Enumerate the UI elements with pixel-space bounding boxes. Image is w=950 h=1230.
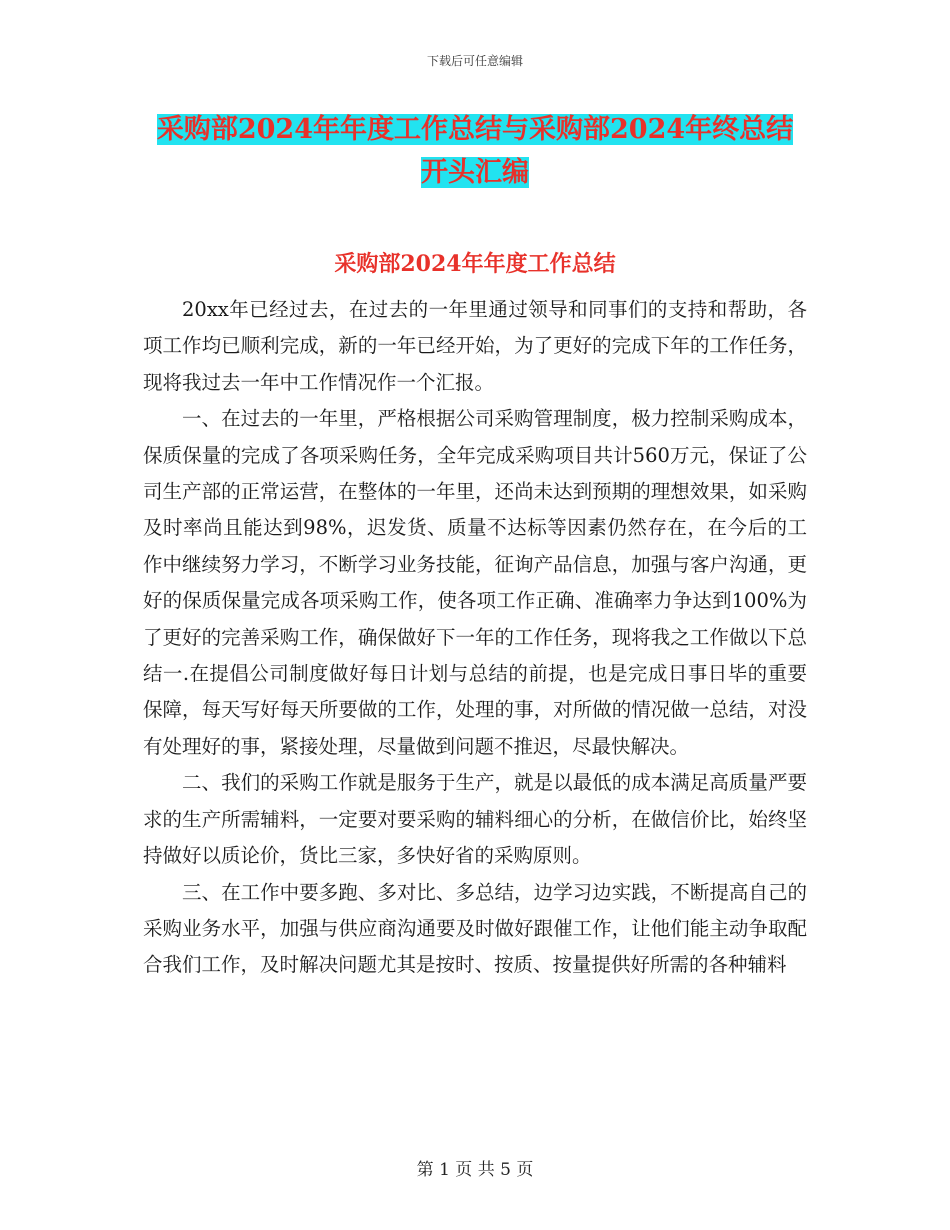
section-title: 采购部2024年年度工作总结 — [334, 251, 616, 277]
paragraph: 20xx年已经过去，在过去的一年里通过领导和同事们的支持和帮助，各项工作均已顺利完成，新的一年已经开始，为了更好的完成下年的工作任务，现将我过去一年中工作情况作一个汇报。 — [143, 298, 807, 394]
paragraph: 一、在过去的一年里，严格根据公司采购管理制度，极力控制采购成本，保质保量的完成了各项采购任务，全年完成采购项目共计560万元，保证了公司生产部的正常运营，在整体的一年里，还尚未达到预期的理想效果，如采购及时率尚且能达到98%，迟发货、质量不达标等因素仍然存在，在今后的工作中继续努力学习，不断学习业务技能，征询产品信息，加强与客户沟通，更好的保质保量完成各项采购工作，使各项工作正确、准确率力争达到100%为了更好的完善采购工作，确保做好下一年的工作任务，现将我之工作做以下总结一.在提倡公司制度做好每日计划与总结的前提，也是完成日事日毕的重要保障，每天写好每天所要做的工作，处理的事，对所做的情况做一总结，对没有处理好的事，紧接处理，尽量做到问题不推迟，尽最快解决。 — [143, 407, 807, 758]
paragraph: 三、在工作中要多跑、多对比、多总结，边学习边实践，不断提高自己的采购业务水平，加强与供应商沟通要及时做好跟催工作，让他们能主动争取配合我们工作，及时解决问题尤其是按时、按质、按量提供好所需的各种辅料 — [143, 880, 807, 977]
document-title-line-1: 采购部2024年年度工作总结与采购部2024年终总结 — [156, 114, 794, 145]
paragraph: 二、我们的采购工作就是服务于生产，就是以最低的成本满足高质量严要求的生产所需辅料，一定要对要采购的辅料细心的分析，在做信价比，始终坚持做好以质论价，货比三家，多快好省的采购原则。 — [143, 771, 807, 868]
body-text — [143, 292, 807, 984]
header-note: 下载后可任意编辑 — [426, 54, 523, 68]
document-title-line-2: 开头汇编 — [421, 157, 529, 188]
document-title — [150, 108, 800, 194]
page-number-footer: 第 1 页 共 5 页 — [416, 1160, 534, 1180]
